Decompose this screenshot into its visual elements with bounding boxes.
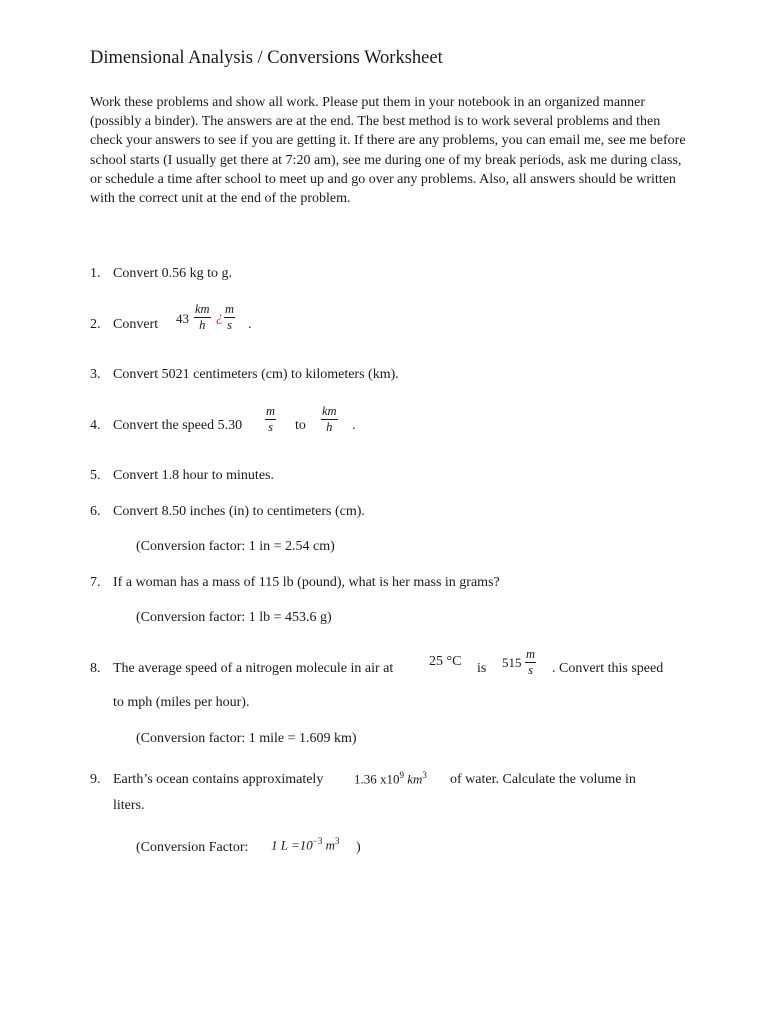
problem-3-text: Convert 5021 centimeters (cm) to kilometers (km).	[113, 367, 399, 382]
problem-7-text: If a woman has a mass of 115 lb (pound), what is her mass in grams?	[113, 575, 500, 590]
problem-8-line2: to mph (miles per hour).	[113, 695, 250, 710]
problem-2-value: 43	[176, 311, 189, 326]
problem-9-volume-exponent: 9	[399, 770, 404, 780]
problem-4-to-numerator: km	[322, 404, 337, 418]
problem-9-factor-unit: m	[325, 837, 335, 853]
problem-9-factor-lhs: 1 L =10	[271, 837, 313, 853]
problem-8-temperature: 25 °C	[429, 654, 462, 669]
problem-1-number: 1.	[90, 266, 101, 281]
problem-9-text: Earth’s ocean contains approximately	[113, 772, 324, 787]
problem-3-number: 3.	[90, 367, 101, 382]
problem-9-volume	[354, 770, 427, 787]
problem-8-speed-unit	[525, 647, 536, 678]
problem-2-number: 2.	[90, 317, 101, 332]
problem-2-to-unit	[224, 302, 235, 333]
problem-4-text: Convert the speed 5.30	[113, 418, 243, 433]
worksheet-title: Dimensional Analysis / Conversions Worksheet	[90, 48, 443, 68]
problem-4-from-numerator: m	[266, 404, 276, 418]
problem-4-to-word: to	[295, 418, 306, 433]
problem-2-from-unit	[194, 302, 211, 333]
problem-8-tail: . Convert this speed	[552, 661, 664, 676]
problem-4-number: 4.	[90, 418, 101, 433]
problem-9-tail: of water. Calculate the volume in	[450, 772, 636, 787]
problem-9-factor-exponent: −3	[312, 836, 323, 846]
problem-4-from-denominator: s	[268, 420, 273, 434]
problem-9-volume-unit: km	[407, 771, 423, 787]
problem-2-from-numerator: km	[195, 302, 210, 316]
problem-8-number: 8.	[90, 661, 101, 676]
problem-4-from-unit	[265, 404, 276, 435]
problem-2-text: Convert	[113, 317, 159, 332]
problem-2-from-denominator: h	[199, 318, 206, 332]
problem-8-is: is	[477, 661, 487, 676]
instructions-paragraph	[90, 93, 690, 208]
problem-9-conversion-factor-close: )	[356, 840, 361, 855]
problem-4-end: .	[352, 418, 356, 433]
problem-5-text: Convert 1.8 hour to minutes.	[113, 468, 274, 483]
problem-4-to-unit	[321, 404, 338, 435]
problem-8-speed-denominator: s	[528, 663, 533, 677]
problem-9-factor-unit-exponent: 3	[335, 836, 340, 846]
problem-5-number: 5.	[90, 468, 101, 483]
problem-6-text: Convert 8.50 inches (in) to centimeters (cm).	[113, 504, 365, 519]
problem-9-conversion-factor-open: (Conversion Factor:	[136, 840, 249, 855]
problem-7-number: 7.	[90, 575, 101, 590]
problem-6-conversion-factor: (Conversion factor: 1 in = 2.54 cm)	[136, 539, 335, 554]
problem-9-conversion-factor	[271, 836, 340, 853]
problem-9-line2: liters.	[113, 798, 145, 813]
instructions-text: Work these problems and show all work. Please put them in your notebook in an organized manner (possibly a binder). The answers are at the end. The best method is to work several problems and then check your answers to see if you are getting it. If there are any problems, you can email me, see me before school starts (I usually get there at 7:20 am), see me during one of my break periods, ask me during class, or schedule a time after school to meet up and go over any problems. Also, all answers should be written with the correct unit at the end of the problem.	[90, 95, 686, 207]
problem-2-to-numerator: m	[225, 302, 235, 316]
problem-9-number: 9.	[90, 772, 101, 787]
problem-7-conversion-factor: (Conversion factor: 1 lb = 453.6 g)	[136, 610, 332, 625]
problem-8-conversion-factor: (Conversion factor: 1 mile = 1.609 km)	[136, 731, 357, 746]
problem-6-number: 6.	[90, 504, 101, 519]
problem-1-text: Convert 0.56 kg to g.	[113, 266, 232, 281]
problem-9-volume-unit-exponent: 3	[422, 770, 427, 780]
problem-2-to-denominator: s	[227, 318, 232, 332]
problem-8-text: The average speed of a nitrogen molecule in air at	[113, 661, 394, 676]
problem-8-speed-numerator: m	[526, 647, 536, 661]
problem-4-to-denominator: h	[326, 420, 333, 434]
problem-9-volume-base: 1.36 x10	[354, 771, 400, 787]
problem-2-end: .	[248, 317, 252, 332]
problem-2-mark: ¿	[216, 310, 223, 325]
problem-8-speed-value: 515	[502, 655, 522, 670]
